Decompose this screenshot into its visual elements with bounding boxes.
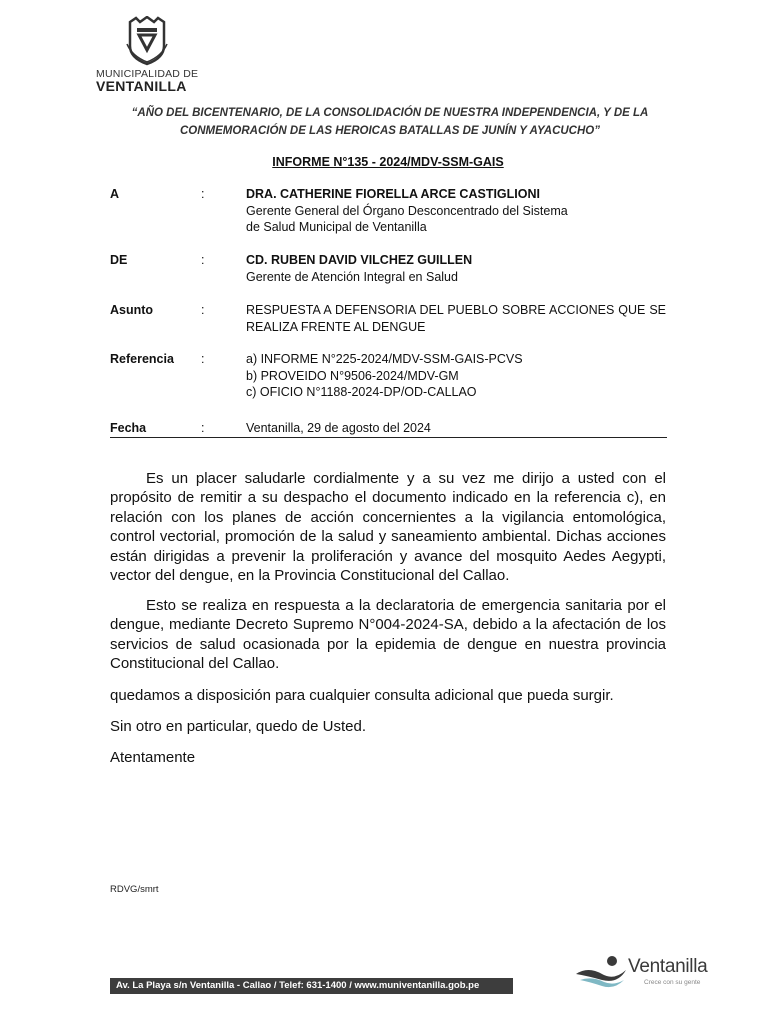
closing: Atentamente	[110, 749, 196, 766]
sender-row	[110, 252, 666, 286]
reference-item: c) OFICIO N°1188-2024-DP/OD-CALLAO	[246, 385, 477, 399]
brand-tagline: Crece con su gente	[644, 979, 701, 986]
date-value: Ventanilla, 29 de agosto del 2024	[246, 421, 431, 435]
sender-title: Gerente de Atención Integral en Salud	[246, 269, 458, 284]
subject-line1: RESPUESTA A DEFENSORIA DEL PUEBLO SOBRE ACCIONES QUE SE	[246, 303, 666, 317]
subject-label: Asunto	[110, 303, 154, 317]
year-motto	[110, 104, 670, 140]
colon: :	[201, 303, 205, 317]
colon: :	[201, 421, 205, 435]
reference-item: b) PROVEIDO N°9506-2024/MDV-GM	[246, 368, 459, 383]
colon: :	[201, 352, 205, 366]
initials: RDVG/smrt	[110, 884, 159, 895]
recipient-name: DRA. CATHERINE FIORELLA ARCE CASTIGLIONI	[246, 187, 540, 201]
reference-item: a) INFORME N°225-2024/MDV-SSM-GAIS-PCVS	[246, 352, 523, 366]
motto-line1: “AÑO DEL BICENTENARIO, DE LA CONSOLIDACIÓN DE NUESTRA INDEPENDENCIA, Y DE LA	[131, 107, 649, 119]
ventanilla-brand-logo	[574, 952, 726, 992]
logo-line1: MUNICIPALIDAD DE	[96, 68, 199, 80]
colon: :	[201, 253, 205, 267]
sender-label: DE	[110, 253, 128, 267]
wave-logo-icon	[574, 954, 630, 990]
motto-line2: CONMEMORACIÓN DE LAS HEROICAS BATALLAS DE JUNÍN Y AYACUCHO”	[180, 125, 600, 137]
sender-name: CD. RUBEN DAVID VILCHEZ GUILLEN	[246, 253, 473, 267]
recipient-label: A	[110, 187, 120, 201]
subject-row	[110, 302, 666, 336]
recipient-row	[110, 186, 666, 236]
date-row	[110, 420, 666, 437]
brand-name: Ventanilla	[628, 956, 708, 977]
reference-row	[110, 351, 666, 401]
municipality-logo	[96, 16, 206, 94]
colon: :	[201, 187, 205, 201]
header-divider	[110, 437, 667, 438]
logo-line2: VENTANILLA	[96, 78, 187, 94]
recipient-title-line1: Gerente General del Órgano Desconcentrado del Sistema	[246, 203, 568, 218]
date-label: Fecha	[110, 421, 147, 435]
body-paragraph-2: Esto se realiza en respuesta a la declaratoria de emergencia sanitaria por el dengue, mediante Decreto Supremo N°004-2024-SA, debido a la afectación de los servicios de salud ocasionada por la epidemia de dengue en nuestra provincia Constitucional del Callao.	[110, 597, 666, 673]
footer-address-bar: Av. La Playa s/n Ventanilla - Callao / Telef: 631-1400 / www.muniventanilla.gob.pe	[110, 978, 513, 994]
body-paragraph-3: quedamos a disposición para cualquier consulta adicional que pueda surgir.	[110, 687, 614, 704]
coat-of-arms-icon	[122, 16, 172, 66]
subject-line2: REALIZA FRENTE AL DENGUE	[246, 319, 426, 334]
document-title: INFORME N°135 - 2024/MDV-SSM-GAIS	[272, 155, 504, 169]
body-paragraph-1: Es un placer saludarle cordialmente y a su vez me dirijo a usted con el propósito de remitir a su despacho el documento indicado en la referencia c), en relación con los planes de acción concernientes a la vigilancia entomológica, control vectorial, promoción de la salud y saneamiento ambiental. Dichas acciones están dirigidas a prevenir la proliferación y avance del mosquito Aedes Aegypti, vector del dengue, en la Provincia Constitucional del Callao.	[110, 470, 666, 585]
body-paragraph-4: Sin otro en particular, quedo de Usted.	[110, 718, 366, 735]
reference-label: Referencia	[110, 352, 174, 366]
recipient-title-line2: de Salud Municipal de Ventanilla	[246, 220, 427, 234]
